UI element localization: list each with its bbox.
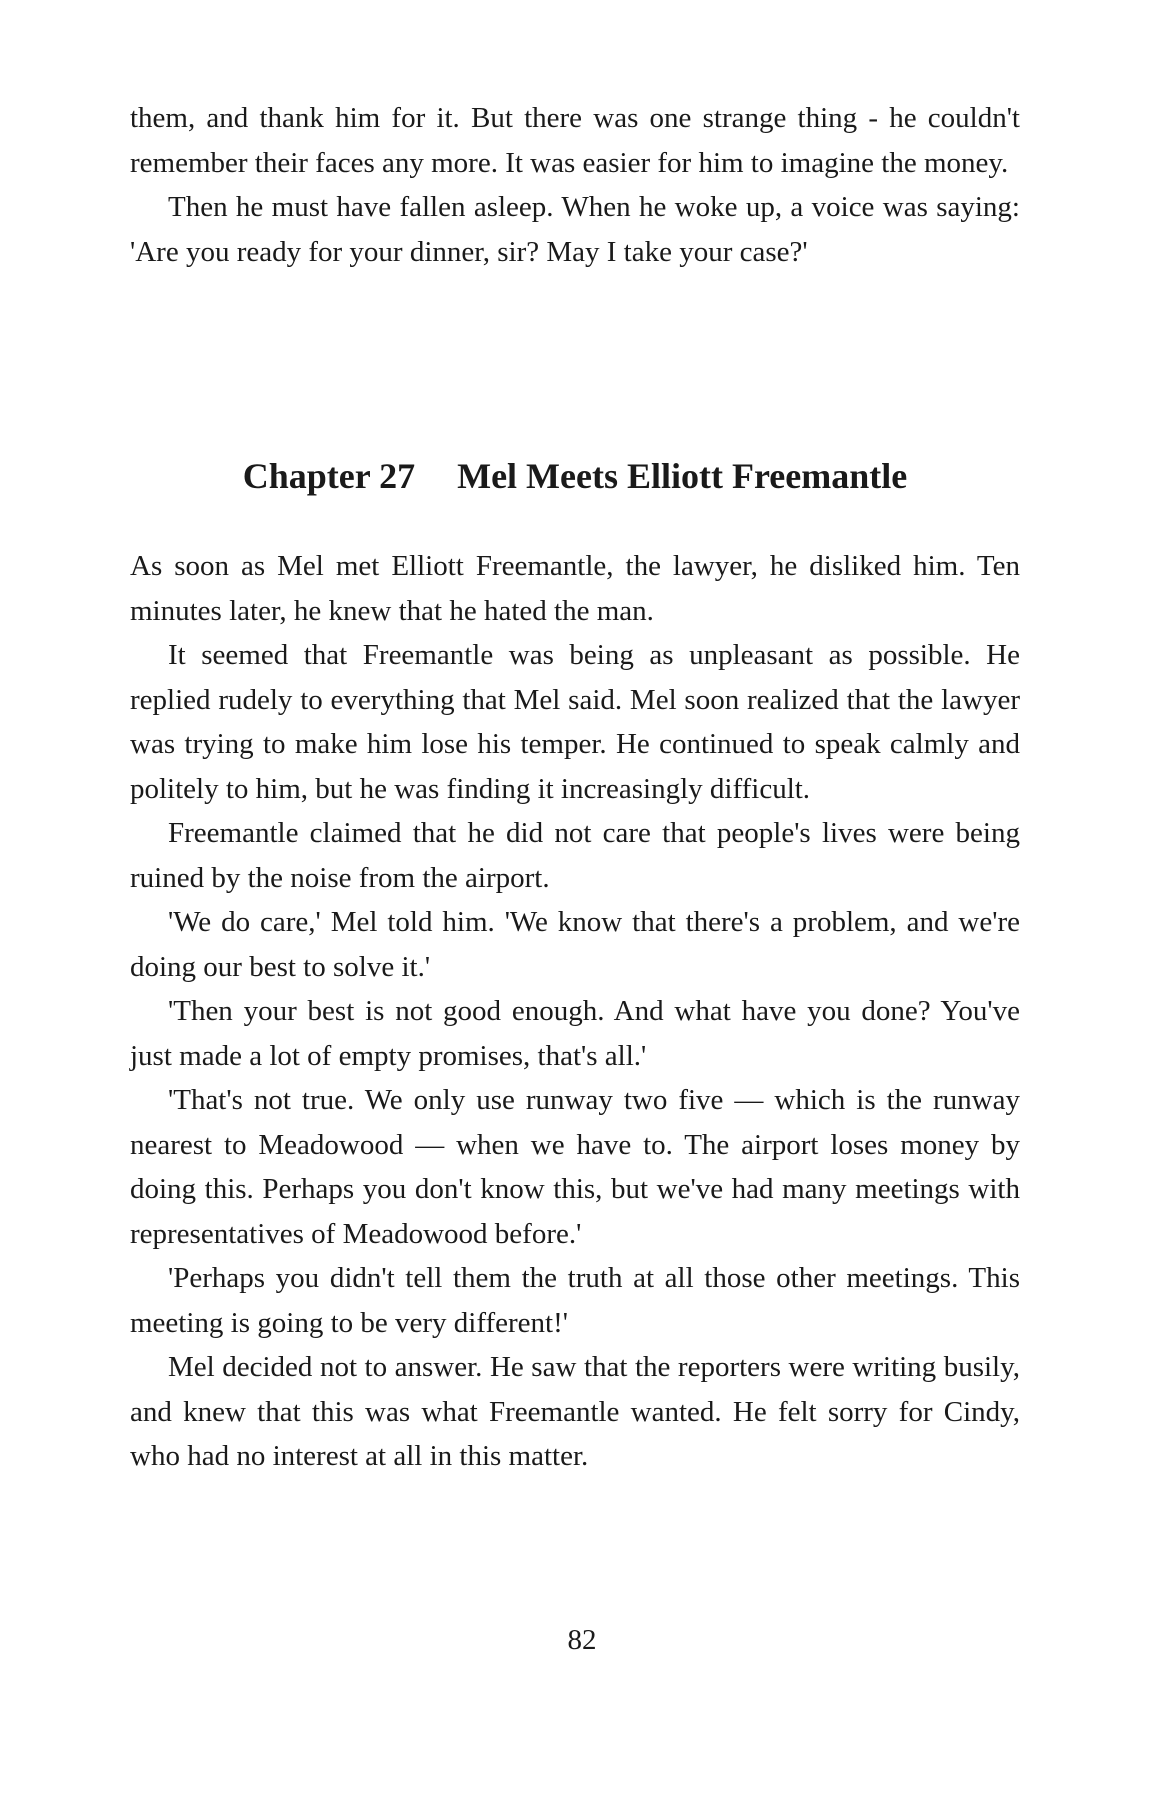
paragraph: 'Perhaps you didn't tell them the truth at all those other meetings. This meeting is going to be very different!' — [130, 1262, 1020, 1339]
paragraph: Freemantle claimed that he did not care that people's lives were being ruined by the noise from the airport. — [130, 817, 1020, 894]
chapter-number: Chapter 27 — [242, 456, 416, 496]
paragraph: 'Then your best is not good enough. And what have you done? You've just made a lot of empty promises, that's all.' — [130, 995, 1020, 1072]
paragraph: It seemed that Freemantle was being as unpleasant as possible. He replied rudely to everything that Mel said. Mel soon realized that the lawyer was trying to make him lose his temper. He continued to speak calmly and politely to him, but he was finding it increasingly difficult. — [130, 639, 1020, 805]
paragraph: Then he must have fallen asleep. When he woke up, a voice was saying: 'Are you ready for your dinner, sir? May I take your case?' — [130, 191, 1020, 268]
paragraph: them, and thank him for it. But there was one strange thing - he couldn't remember their faces any more. It was easier for him to imagine the money. — [130, 102, 1020, 179]
page-number: 82 — [567, 1624, 597, 1656]
paragraph: 'We do care,' Mel told him. 'We know that there's a problem, and we're doing our best to solve it.' — [130, 906, 1020, 983]
chapter-title: Mel Meets Elliott Freemantle — [457, 456, 908, 496]
paragraph: Mel decided not to answer. He saw that the reporters were writing busily, and knew that this was what Freemantle wanted. He felt sorry for Cindy, who had no interest at all in this matter. — [130, 1351, 1020, 1472]
chapter-body — [130, 544, 1020, 1479]
paragraph: As soon as Mel met Elliott Freemantle, the lawyer, he disliked him. Ten minutes later, he knew that he hated the man. — [130, 550, 1020, 627]
chapter-heading — [130, 454, 1020, 498]
paragraph: 'That's not true. We only use runway two five — which is the runway nearest to Meadowood — when we have to. The airport loses money by doing this. Perhaps you don't know this, but we've had many meetings with representatives of Meadowood before.' — [130, 1084, 1020, 1250]
continuation-text — [130, 96, 1020, 274]
